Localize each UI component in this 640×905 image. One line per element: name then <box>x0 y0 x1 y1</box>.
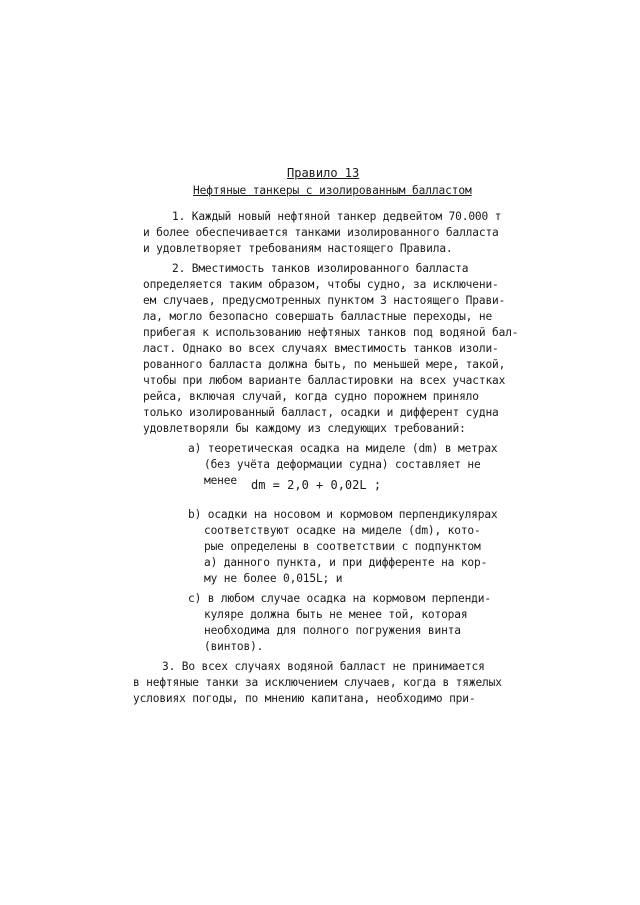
page-title: Правило 13 <box>287 166 360 180</box>
page-subtitle: Нефтяные танкеры с изолированным балластом <box>193 184 472 197</box>
paragraph-2-line: чтобы при любом варианте балластировки на всех участках <box>143 374 506 387</box>
draft-formula: dm = 2,0 + 0,02L ; <box>251 478 382 492</box>
item-b-line: му не более 0,015L; и <box>204 572 343 585</box>
item-c-line: куляре должна быть не менее той, которая <box>204 608 468 621</box>
paragraph-3-line: в нефтяные танки за исключением случаев, когда в тяжелых <box>133 676 502 689</box>
paragraph-2-line: рованного балласта должна быть, по меньшей мере, такой, <box>143 358 506 371</box>
item-b-line: b) осадки на носовом и кормовом перпендикулярах <box>188 508 498 521</box>
item-c-line: (винтов). <box>204 640 264 653</box>
paragraph-2-line: ем случаев, предусмотренных пунктом 3 настоящего Прави- <box>143 294 506 307</box>
paragraph-3-line: 3. Во всех случаях водяной балласт не принимается <box>162 660 485 673</box>
paragraph-2-line: рейса, включая случай, когда судно порожнем приняло <box>143 390 479 403</box>
paragraph-3-line: условиях погоды, по мнению капитана, необходимо при- <box>133 692 476 705</box>
paragraph-2-line: ла, могло безопасно совершать балластные переходы, не <box>143 310 493 323</box>
item-b-line: а) данного пункта, и при дифференте на кор- <box>204 556 488 569</box>
item-a-line: менее <box>204 474 237 487</box>
paragraph-2-line: 2. Вместимость танков изолированного балласта <box>172 262 469 275</box>
paragraph-2-line: ласт. Однако во всех случаях вместимость танков изоли- <box>143 342 499 355</box>
paragraph-1-line: 1. Каждый новый нефтяной танкер дедвейтом 70.000 т <box>172 210 502 223</box>
paragraph-1-line: и более обеспечивается танками изолированного балласта <box>143 226 499 239</box>
paragraph-2-line: удовлетворяли бы каждому из следующих требований: <box>143 422 466 435</box>
item-b-line: соответствуют осадке на миделе (dm), кото- <box>204 524 481 537</box>
item-b-line: рые определены в соответствии с подпунктом <box>204 540 481 553</box>
item-c-line: с) в любом случае осадка на кормовом перпенди- <box>188 592 491 605</box>
item-a-line: (без учёта деформации судна) составляет не <box>204 458 481 471</box>
paragraph-1-line: и удовлетворяет требованиям настоящего Правила. <box>143 242 453 255</box>
item-c-line: необходима для полного погружения винта <box>204 624 461 637</box>
item-a-line: а) теоретическая осадка на миделе (dm) в метрах <box>188 442 498 455</box>
paragraph-2-line: прибегая к использованию нефтяных танков под водяной бал- <box>143 326 519 339</box>
paragraph-2-line: определяется таким образом, чтобы судно, за исключени- <box>143 278 499 291</box>
paragraph-2-line: только изолированный балласт, осадки и дифферент судна <box>143 406 499 419</box>
